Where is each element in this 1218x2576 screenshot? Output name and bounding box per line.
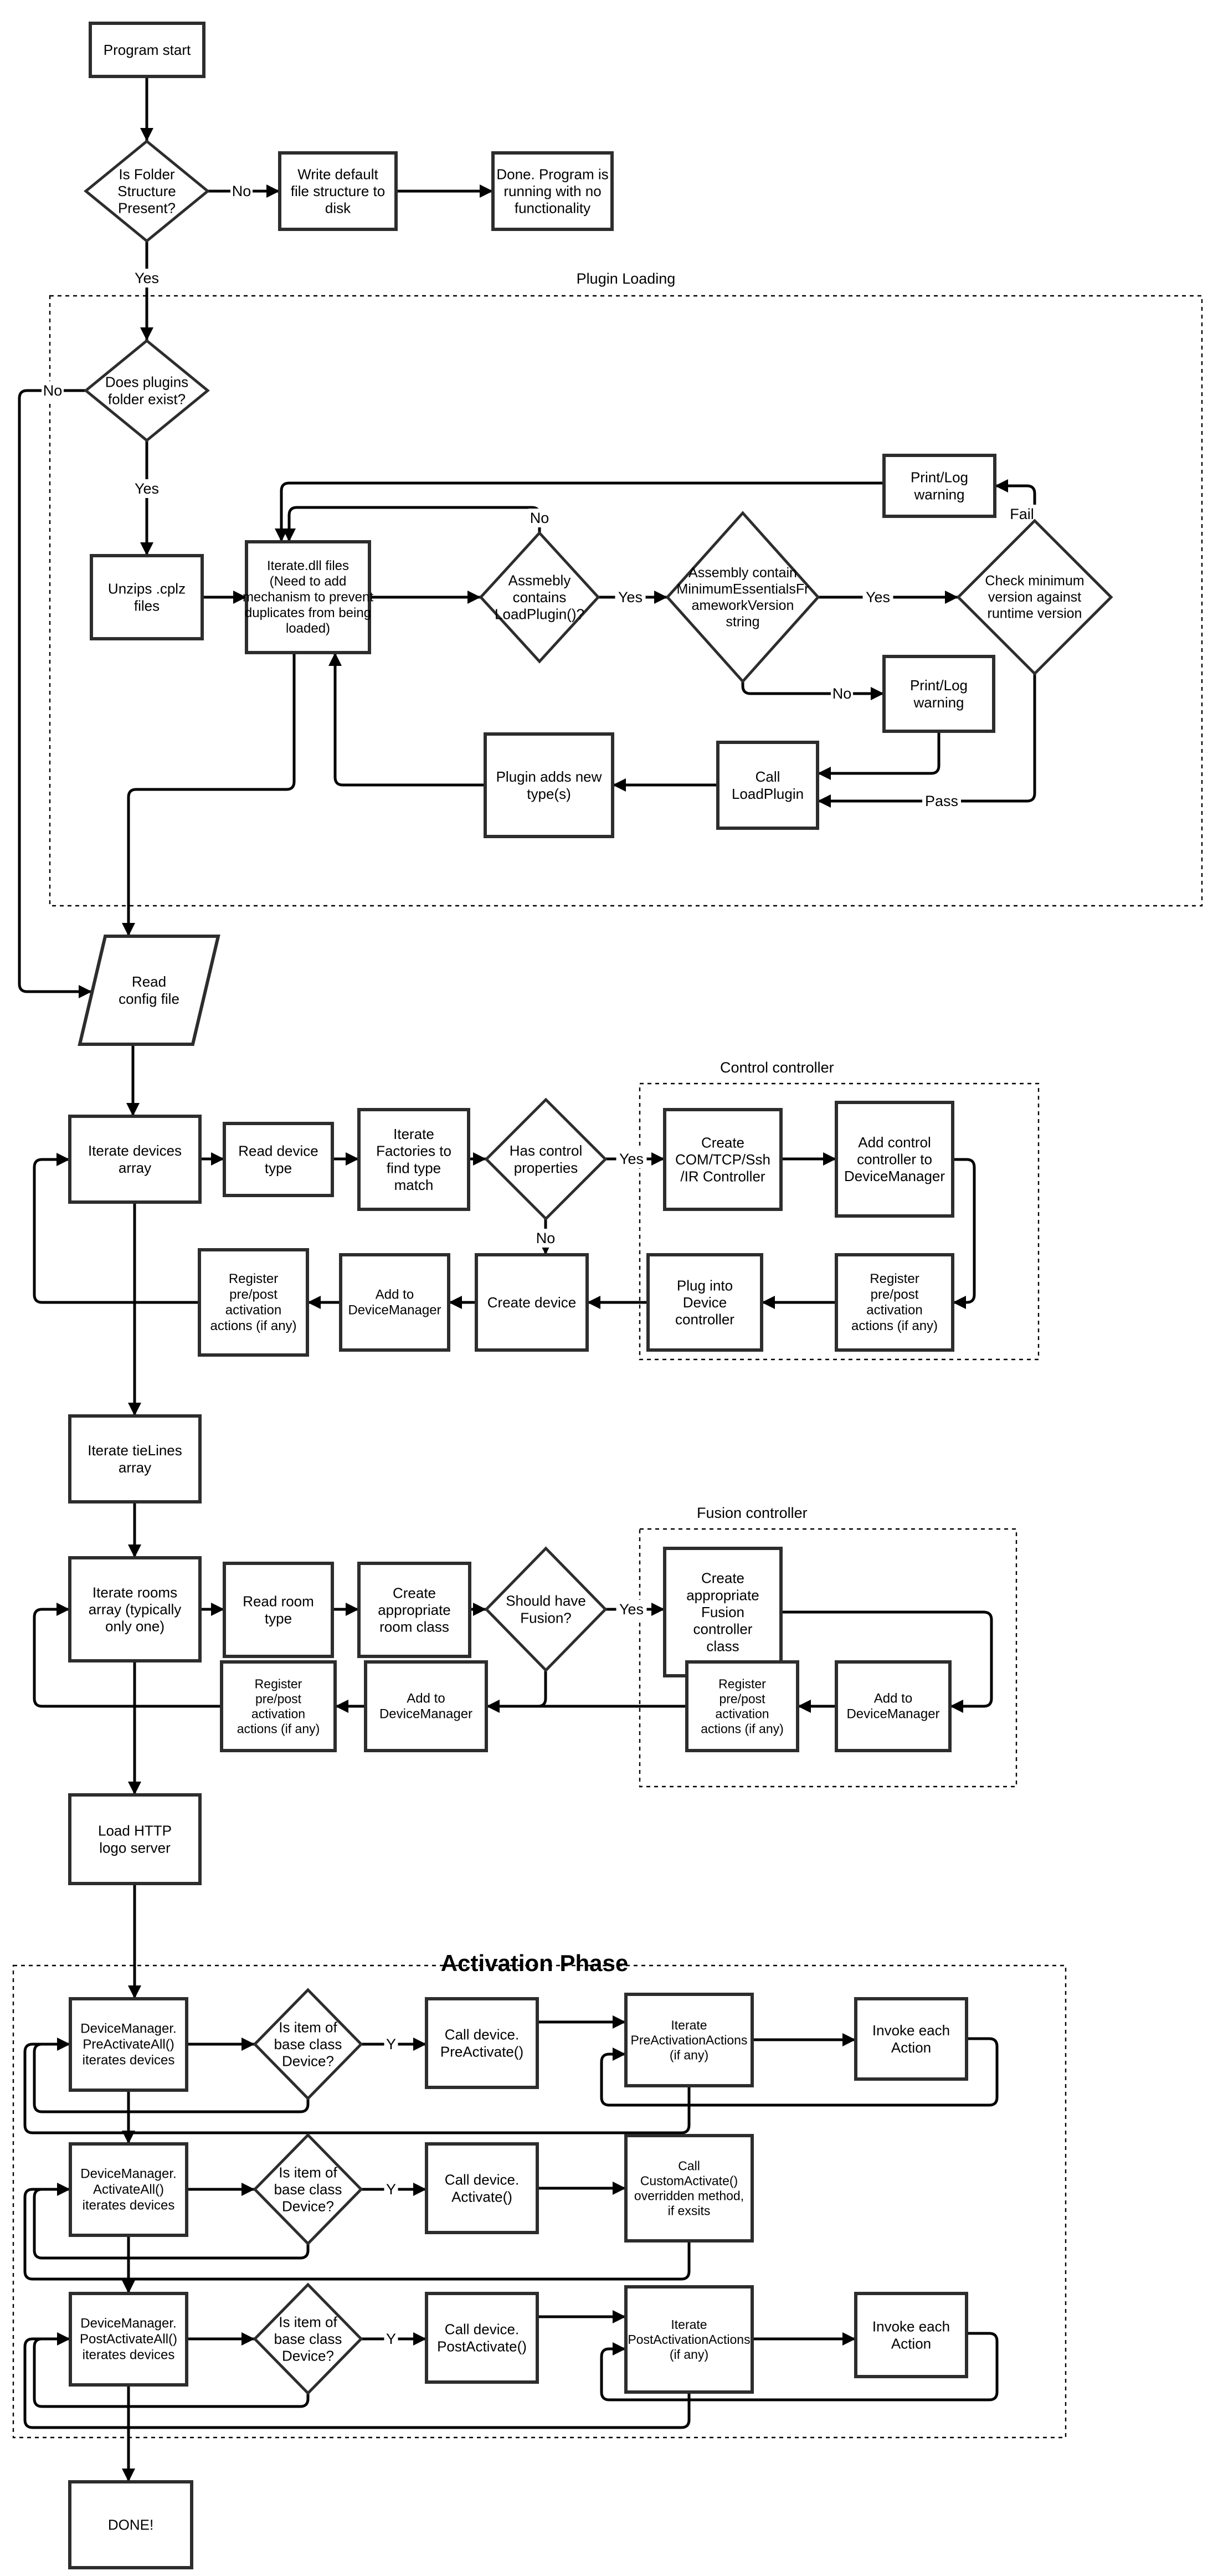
node-plugin-adds-types-label: Plugin adds new type(s) bbox=[496, 768, 602, 802]
node-dm-preactivateall-label: DeviceManager. PreActivateAll() iterates devices bbox=[80, 2021, 177, 2068]
node-printlog-fail-label: Print/Log warning bbox=[910, 469, 969, 503]
node-iterate-preactions bbox=[626, 1994, 752, 2086]
node-create-room-class-label: Create appropriate room class bbox=[378, 1584, 451, 1635]
node-add-to-dm-dev-label: Add to DeviceManager bbox=[348, 1287, 441, 1318]
node-iterate-factories-label: Iterate Factories to find type match bbox=[376, 1125, 451, 1194]
container-control-controller-title: Control controller bbox=[720, 1059, 834, 1076]
node-read-room-type-label: Read room type bbox=[243, 1593, 314, 1627]
node-plugin-adds-types bbox=[485, 734, 613, 837]
node-program-start-label: Program start bbox=[103, 42, 191, 58]
node-q-check-version-label: Check minimum version against runtime version bbox=[985, 573, 1085, 622]
node-register-prepost-dev bbox=[199, 1250, 307, 1355]
node-call-activate bbox=[426, 2144, 537, 2233]
node-register-prepost-dev-label: Register pre/post activation actions (if any) bbox=[210, 1271, 297, 1333]
node-register-prepost-ctl-label: Register pre/post activation actions (if any) bbox=[851, 1271, 938, 1333]
node-unzips-cplz bbox=[91, 556, 202, 639]
node-dm-postactivateall-label: DeviceManager. PostActivateAll() iterates devices bbox=[79, 2316, 178, 2363]
node-create-fusion-class bbox=[665, 1548, 781, 1676]
node-create-com-controller-label: Create COM/TCP/Ssh /IR Controller bbox=[675, 1134, 770, 1185]
node-read-room-type bbox=[224, 1563, 332, 1656]
edge-label-no-7 bbox=[831, 684, 853, 703]
node-call-preactivate bbox=[426, 1999, 537, 2087]
node-printlog-no-label: Print/Log warning bbox=[909, 677, 968, 711]
node-done-label: DONE! bbox=[107, 2516, 154, 2533]
node-iterate-rooms-label: Iterate rooms array (typically only one) bbox=[88, 1584, 182, 1635]
node-call-customactivate bbox=[626, 2136, 752, 2241]
node-q-loadplugin-label: Assmebly contains LoadPlugin()? bbox=[495, 572, 584, 623]
edge-label-yes-10 bbox=[616, 1150, 647, 1168]
node-call-loadplugin bbox=[718, 742, 818, 828]
node-q-base-device-3-label: Is item of base class Device? bbox=[274, 2313, 342, 2364]
node-read-device-type-label: Read device type bbox=[238, 1142, 318, 1177]
node-call-loadplugin-label: Call LoadPlugin bbox=[731, 768, 804, 802]
node-iterate-postactions bbox=[626, 2287, 752, 2392]
edge-label-pass-9 bbox=[922, 792, 961, 810]
node-add-to-dm-fus-out-label: Add to DeviceManager bbox=[379, 1691, 473, 1722]
node-iterate-devices bbox=[70, 1116, 200, 1202]
node-printlog-fail bbox=[884, 455, 995, 516]
node-read-config bbox=[80, 936, 218, 1044]
node-q-plugins-folder-label: Does plugins folder exist? bbox=[105, 373, 189, 408]
edge-label-text: Yes bbox=[618, 589, 643, 605]
node-create-room-class bbox=[359, 1563, 470, 1656]
node-done-no-functionality bbox=[493, 153, 612, 229]
node-dm-activateall bbox=[70, 2144, 187, 2235]
node-create-fusion-class-label: Create appropriate Fusion controller class bbox=[686, 1569, 759, 1655]
node-iterate-tielines bbox=[70, 1416, 200, 1502]
node-call-postactivate-label: Call device. PostActivate() bbox=[437, 2321, 527, 2355]
node-call-customactivate-label: Call CustomActivate() overridden method, if exsits bbox=[634, 2158, 744, 2218]
node-plug-into-device bbox=[648, 1255, 762, 1350]
edge-label-text: Yes bbox=[619, 1151, 644, 1167]
edge-label-no-0 bbox=[230, 182, 253, 201]
container-fusion-controller-title: Fusion controller bbox=[697, 1505, 808, 1521]
node-call-activate-label: Call device. Activate() bbox=[444, 2171, 520, 2205]
edge-label-text: Yes bbox=[134, 480, 160, 497]
node-add-to-dm-fus-in-label: Add to DeviceManager bbox=[846, 1691, 940, 1722]
node-iterate-rooms bbox=[70, 1558, 200, 1661]
node-done bbox=[70, 2482, 192, 2568]
edge-label-no-11 bbox=[535, 1229, 557, 1248]
edge-label-text: No bbox=[536, 1230, 556, 1246]
node-write-default-label: Write default file structure to disk bbox=[290, 166, 386, 217]
node-register-prepost-ctl bbox=[836, 1255, 953, 1350]
node-create-device bbox=[476, 1255, 587, 1350]
edge-label-yes-2 bbox=[132, 479, 162, 498]
edge-label-yes-6 bbox=[863, 588, 893, 607]
edge-label-yes-12 bbox=[616, 1600, 647, 1619]
node-q-should-fusion-label: Should have Fusion? bbox=[506, 1592, 586, 1626]
node-add-to-dm-fus-in bbox=[836, 1662, 950, 1751]
node-done-no-functionality-label: Done. Program is running with no functionality bbox=[496, 166, 609, 217]
node-q-base-device-2-label: Is item of base class Device? bbox=[274, 2164, 342, 2215]
edge-label-no-3 bbox=[42, 381, 64, 400]
edge-label-yes-1 bbox=[132, 269, 162, 288]
node-read-config-label: Read config file bbox=[119, 973, 179, 1007]
edge-label-text: Fail bbox=[1010, 506, 1034, 522]
node-iterate-dll-label: Iterate.dll files (Need to add mechanism to prevent duplicates from being loaded) bbox=[242, 558, 374, 637]
edge-label-text: Y bbox=[386, 2181, 397, 2198]
edge-label-y-13 bbox=[384, 2035, 398, 2054]
edge-label-text: Yes bbox=[619, 1601, 644, 1618]
node-add-to-dm-fus-out bbox=[366, 1662, 486, 1751]
node-plug-into-device-label: Plug into Device controller bbox=[675, 1277, 734, 1328]
edge-label-text: Y bbox=[386, 2331, 397, 2347]
node-create-com-controller bbox=[665, 1110, 781, 1209]
edge-label-text: Yes bbox=[865, 589, 891, 605]
node-add-to-dm-dev bbox=[341, 1255, 449, 1350]
node-dm-postactivateall bbox=[70, 2293, 187, 2385]
node-printlog-no bbox=[884, 656, 994, 731]
container-activation-phase-title: Activation Phase bbox=[440, 1950, 629, 1976]
node-q-base-device-1-label: Is item of base class Device? bbox=[274, 2019, 342, 2070]
edge-label-text: Yes bbox=[134, 270, 160, 286]
node-add-control-controller-label: Add control controller to DeviceManager bbox=[844, 1133, 945, 1185]
node-create-device-label: Create device bbox=[487, 1294, 577, 1311]
edge-label-text: No bbox=[530, 510, 549, 526]
edge-label-text: Pass bbox=[924, 793, 959, 809]
node-invoke-each-action-3-label: Invoke each Action bbox=[872, 2318, 950, 2352]
node-q-folder-structure-label: Is Folder Structure Present? bbox=[117, 166, 176, 217]
node-iterate-preactions-label: Iterate PreActivationActions (if any) bbox=[630, 2018, 748, 2062]
edge-label-yes-4 bbox=[615, 588, 646, 607]
node-dm-activateall-label: DeviceManager. ActivateAll() iterates devices bbox=[80, 2166, 177, 2213]
container-plugin-loading-title: Plugin Loading bbox=[576, 270, 676, 287]
node-register-prepost-fus-in-label: Register pre/post activation actions (if any) bbox=[701, 1676, 784, 1736]
node-iterate-postactions-label: Iterate PostActivationActions (if any) bbox=[628, 2317, 751, 2362]
node-register-prepost-fus-out bbox=[222, 1662, 335, 1751]
node-q-min-essentials-label: Assembly contain MinimumEssentialsFr ameworkVersion string bbox=[676, 565, 809, 630]
node-dm-preactivateall bbox=[70, 1999, 187, 2090]
edge-label-no-5 bbox=[528, 509, 551, 527]
edge-label-text: No bbox=[832, 685, 852, 702]
node-read-device-type bbox=[224, 1123, 332, 1195]
node-write-default bbox=[280, 153, 396, 229]
node-load-http-logo bbox=[70, 1795, 200, 1884]
node-register-prepost-fus-out-label: Register pre/post activation actions (if any) bbox=[237, 1676, 320, 1736]
node-call-preactivate-label: Call device. PreActivate() bbox=[440, 2026, 524, 2060]
node-iterate-dll bbox=[243, 542, 373, 653]
node-call-postactivate bbox=[426, 2293, 537, 2382]
node-iterate-devices-label: Iterate devices array bbox=[88, 1142, 182, 1176]
edge-label-text: No bbox=[43, 382, 63, 399]
node-load-http-logo-label: Load HTTP logo server bbox=[98, 1822, 172, 1856]
edge-label-text: No bbox=[232, 183, 251, 199]
node-register-prepost-fus-in bbox=[687, 1662, 798, 1751]
edge-label-y-14 bbox=[384, 2180, 398, 2199]
node-add-control-controller bbox=[836, 1102, 953, 1216]
node-iterate-tielines-label: Iterate tieLines array bbox=[88, 1442, 182, 1476]
node-q-has-control-label: Has control properties bbox=[509, 1142, 583, 1176]
node-program-start bbox=[90, 23, 204, 76]
node-invoke-each-action-1 bbox=[856, 1999, 967, 2079]
node-invoke-each-action-3 bbox=[856, 2293, 967, 2377]
node-iterate-factories bbox=[359, 1110, 469, 1209]
edge-label-y-15 bbox=[384, 2329, 398, 2348]
node-unzips-cplz-label: Unzips .cplz files bbox=[107, 580, 186, 614]
node-invoke-each-action-1-label: Invoke each Action bbox=[872, 2022, 950, 2056]
edge-label-text: Y bbox=[386, 2036, 397, 2052]
